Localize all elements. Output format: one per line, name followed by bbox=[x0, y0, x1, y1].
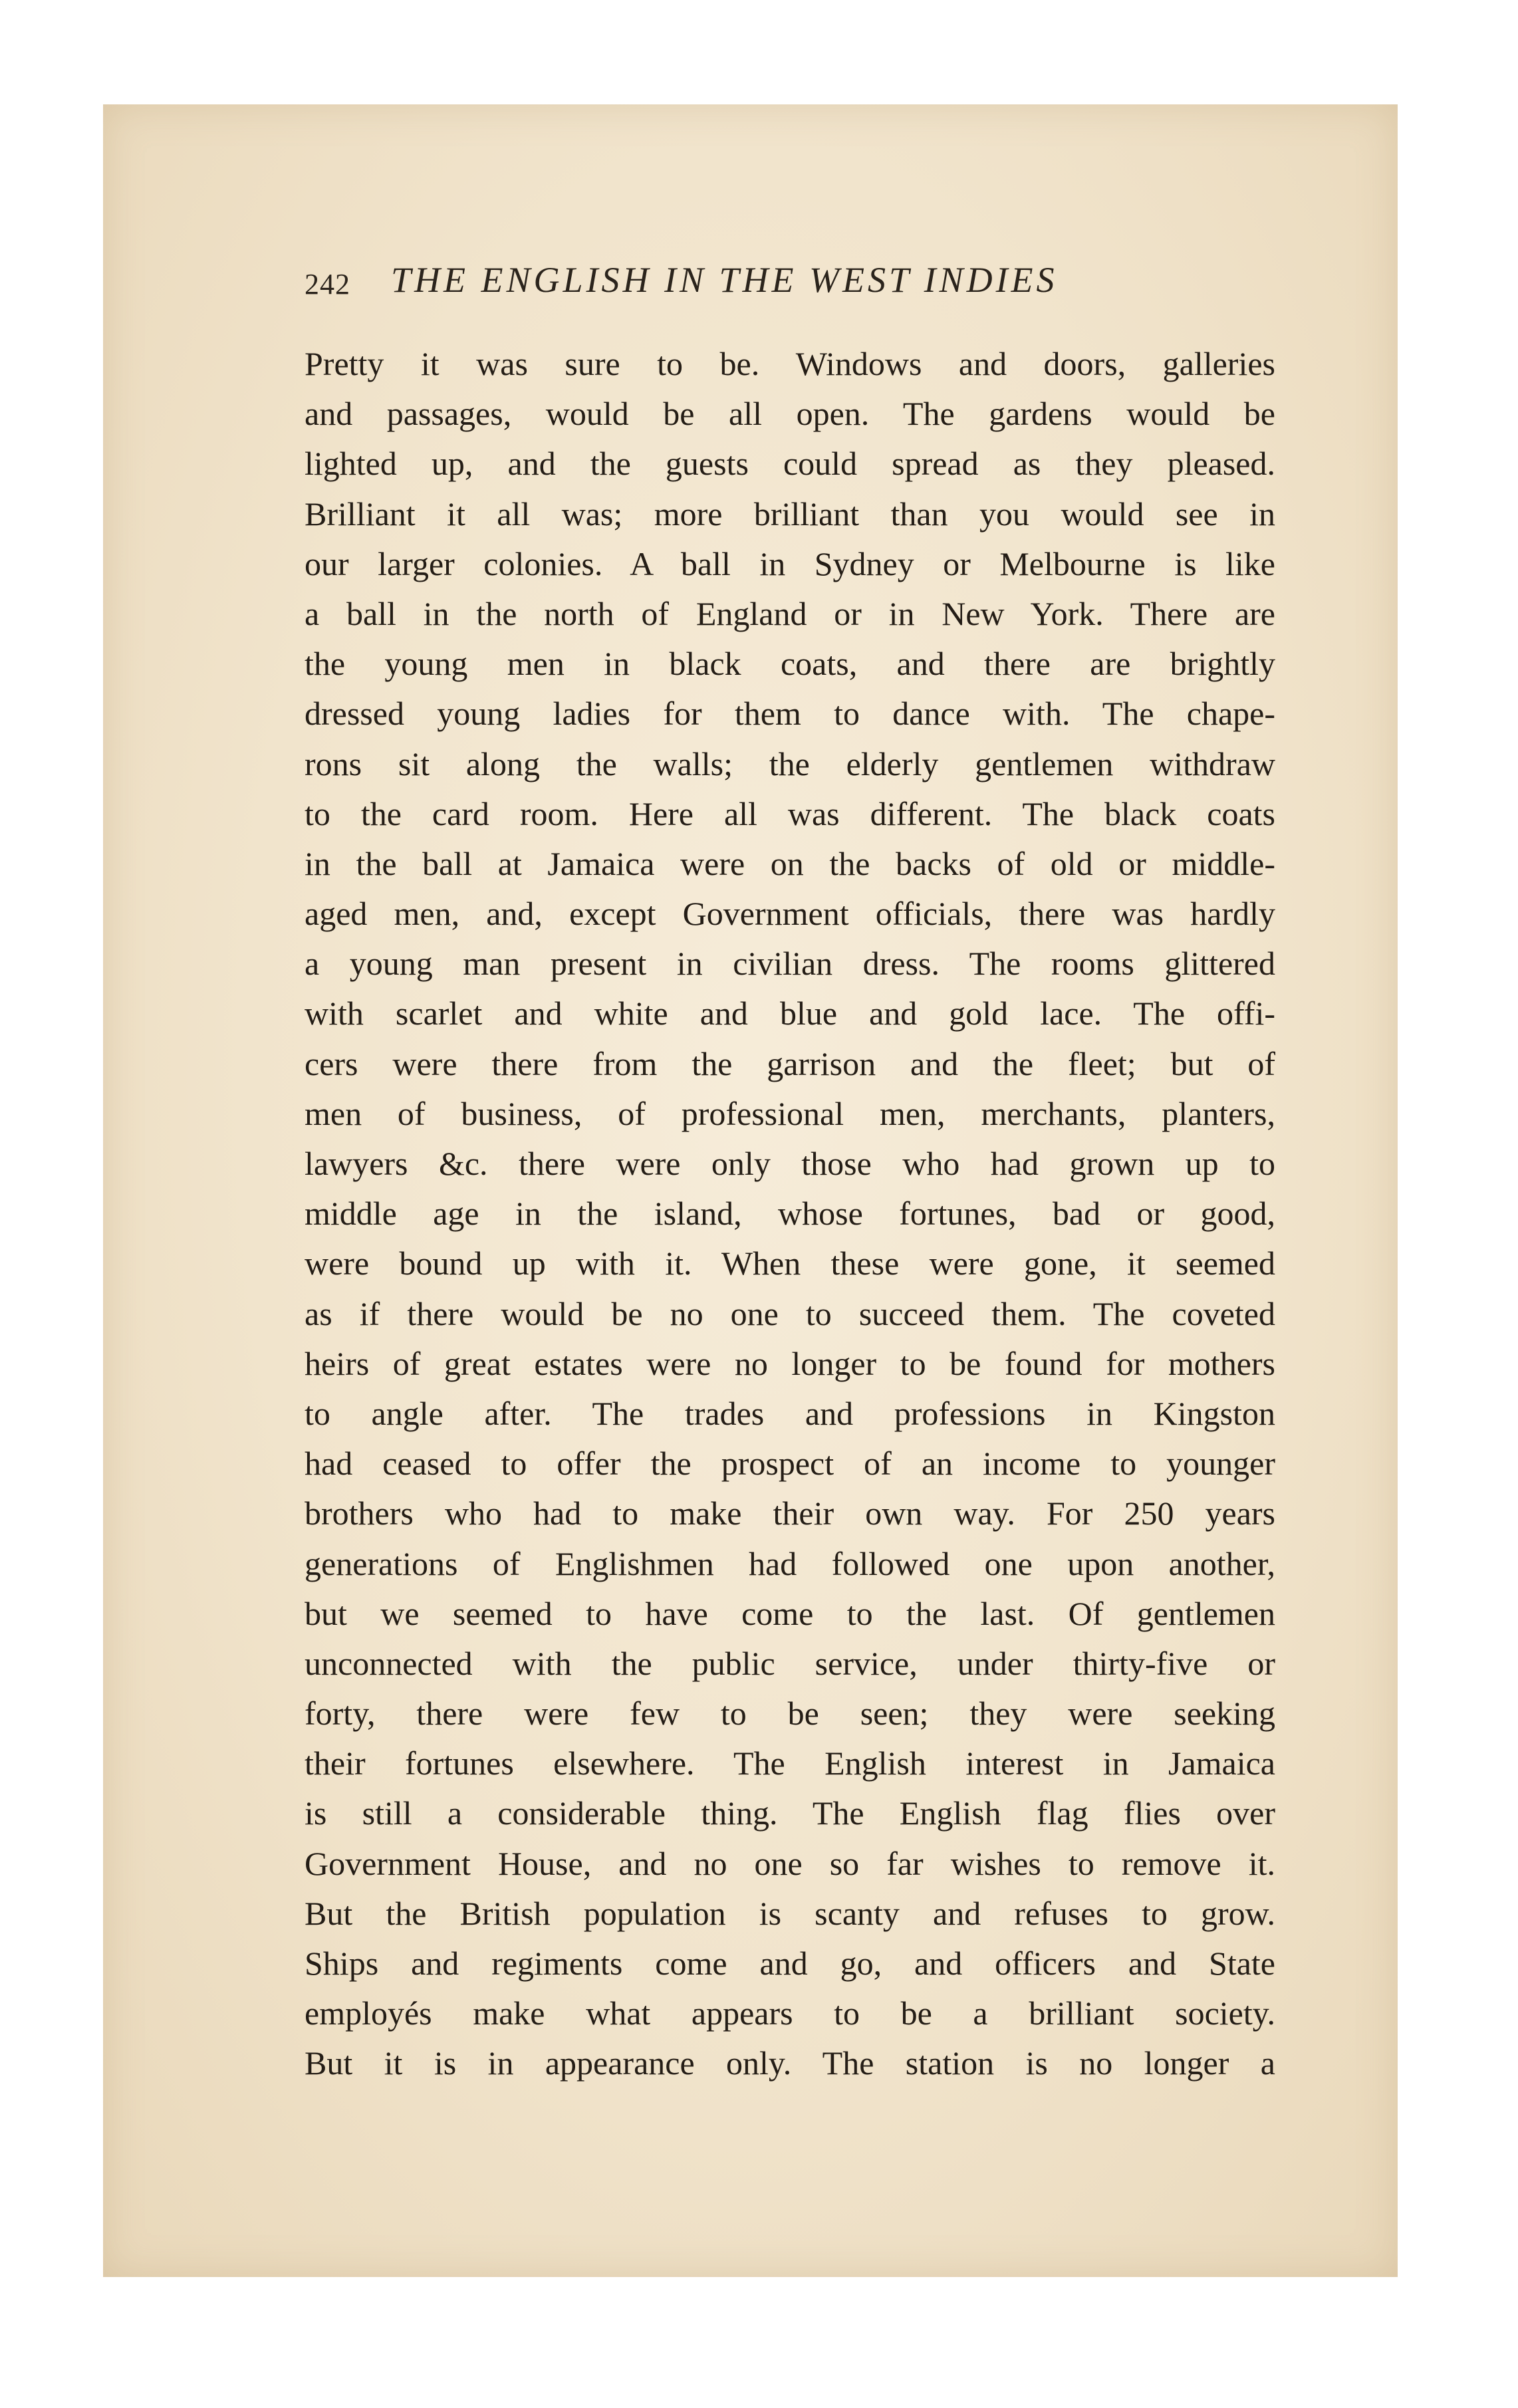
text-line: is still a considerable thing. The English flag flies over bbox=[305, 1794, 1275, 1832]
text-line: with scarlet and white and blue and gold lace. The offi- bbox=[305, 995, 1275, 1032]
text-line: Government House, and no one so far wishes to remove it. bbox=[305, 1844, 1275, 1882]
text-line: and passages, would be all open. The gardens would be bbox=[305, 395, 1275, 433]
body-text bbox=[305, 339, 1275, 2089]
text-line: had ceased to offer the prospect of an income to younger bbox=[305, 1445, 1275, 1483]
text-line: but we seemed to have come to the last. Of gentlemen bbox=[305, 1594, 1275, 1632]
text-line: a ball in the north of England or in New York. There are bbox=[305, 594, 1275, 632]
text-line: Brilliant it all was; more brilliant than you would see in bbox=[305, 495, 1275, 533]
text-line: But it is in appearance only. The station is no longer a bbox=[305, 2044, 1275, 2082]
text-line: rons sit along the walls; the elderly gentlemen withdraw bbox=[305, 745, 1275, 783]
text-line: heirs of great estates were no longer to be found for mothers bbox=[305, 1344, 1275, 1382]
running-title: THE ENGLISH IN THE WEST INDIES bbox=[391, 260, 1058, 300]
text-line: men of business, of professional men, merchants, planters, bbox=[305, 1094, 1275, 1132]
text-line: dressed young ladies for them to dance with. The chape- bbox=[305, 695, 1275, 733]
text-line: cers were there from the garrison and the fleet; but of bbox=[305, 1044, 1275, 1082]
running-head bbox=[305, 259, 1275, 312]
text-line: their fortunes elsewhere. The English interest in Jamaica bbox=[305, 1745, 1275, 1782]
text-line: Ships and regiments come and go, and officers and State bbox=[305, 1945, 1275, 1982]
text-line: to angle after. The trades and professions in Kingston bbox=[305, 1394, 1275, 1432]
text-line: middle age in the island, whose fortunes, bad or good, bbox=[305, 1195, 1275, 1233]
text-line: to the card room. Here all was different. The black coats bbox=[305, 794, 1275, 832]
text-line: as if there would be no one to succeed them. The coveted bbox=[305, 1294, 1275, 1332]
page-number: 242 bbox=[305, 268, 350, 301]
text-line: brothers who had to make their own way. For 250 years bbox=[305, 1495, 1275, 1532]
text-line: lighted up, and the guests could spread as they pleased. bbox=[305, 445, 1275, 483]
text-line: were bound up with it. When these were gone, it seemed bbox=[305, 1245, 1275, 1282]
text-line: the young men in black coats, and there are brightly bbox=[305, 645, 1275, 683]
text-line: a young man present in civilian dress. The rooms glittered bbox=[305, 945, 1275, 983]
text-line: in the ball at Jamaica were on the backs of old or middle- bbox=[305, 844, 1275, 882]
text-line: forty, there were few to be seen; they were seeking bbox=[305, 1695, 1275, 1733]
text-line: Pretty it was sure to be. Windows and doors, galleries bbox=[305, 345, 1275, 382]
text-line: But the British population is scanty and refuses to grow. bbox=[305, 1894, 1275, 1932]
text-line: unconnected with the public service, under thirty-five or bbox=[305, 1644, 1275, 1682]
text-line: employés make what appears to be a brilliant society. bbox=[305, 1994, 1275, 2032]
text-line: aged men, and, except Government officials, there was hardly bbox=[305, 895, 1275, 933]
text-line: generations of Englishmen had followed one upon another, bbox=[305, 1544, 1275, 1582]
text-line: our larger colonies. A ball in Sydney or Melbourne is like bbox=[305, 544, 1275, 582]
text-line: lawyers &c. there were only those who had grown up to bbox=[305, 1145, 1275, 1182]
